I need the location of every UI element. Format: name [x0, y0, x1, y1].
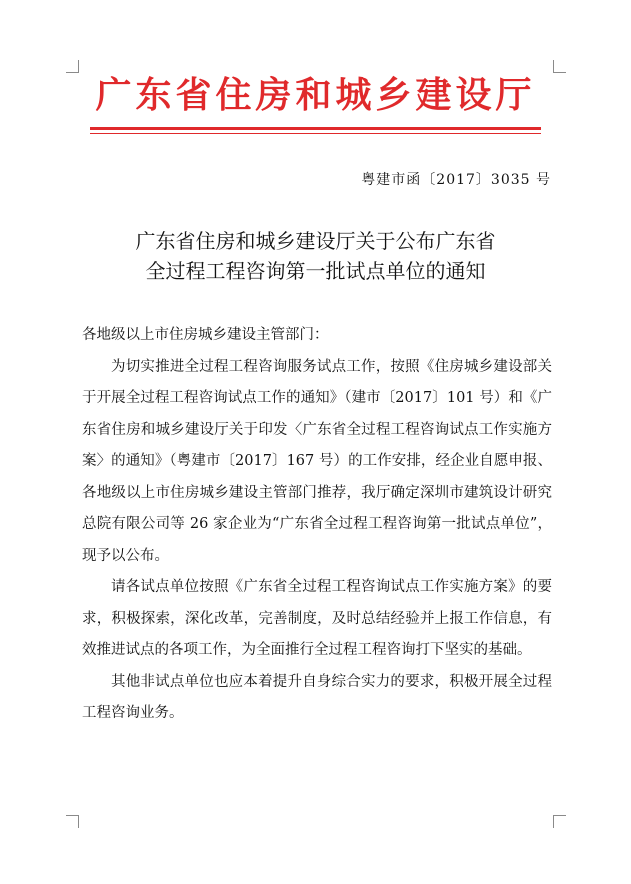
letterhead-title: 广东省住房和城乡建设厅: [95, 75, 536, 116]
document-number: 粤建市函〔2017〕3035 号: [361, 172, 551, 188]
letterhead-rule-thick: [90, 127, 541, 130]
title-line-2: 全过程工程咨询第一批试点单位的通知: [145, 259, 486, 283]
crop-mark-top-right: [553, 60, 566, 73]
salutation: 各地级以上市住房城乡建设主管部门：: [82, 327, 329, 343]
crop-mark-bottom-right: [553, 815, 566, 828]
notice-title: [90, 226, 541, 286]
crop-mark-top-left: [66, 60, 79, 73]
letterhead-rule-thin: [90, 133, 541, 134]
paragraph-3: 其他非试点单位也应本着提升自身综合实力的要求，积极开展全过程工程咨询业务。: [82, 673, 552, 721]
notice-body: [82, 320, 552, 730]
title-line-1: 广东省住房和城乡建设厅关于公布广东省: [135, 229, 496, 253]
paragraph-1: 为切实推进全过程工程咨询服务试点工作，按照《住房城乡建设部关于开展全过程工程咨询试点工作的通知》（建市〔2017〕101 号）和《广东省住房和城乡建设厅关于印发〈广东省全过程工程咨询试点工作实施方案〉的通知》（粤建市〔2017〕167 号）的工作安排，经企业自愿申报、各地级以上市住房城乡建设主管部门推荐，我厅确定深圳市建筑设计研究总院有限公司等 26 家企业为“广东省全过程工程咨询第一批试点单位”，现予以公布。: [82, 358, 552, 564]
crop-mark-bottom-left: [66, 815, 79, 828]
paragraph-2: 请各试点单位按照《广东省全过程工程咨询试点工作实施方案》的要求，积极探索，深化改革，完善制度，及时总结经验并上报工作信息，有效推进试点的各项工作，为全面推行全过程工程咨询打下坚实的基础。: [82, 579, 552, 658]
